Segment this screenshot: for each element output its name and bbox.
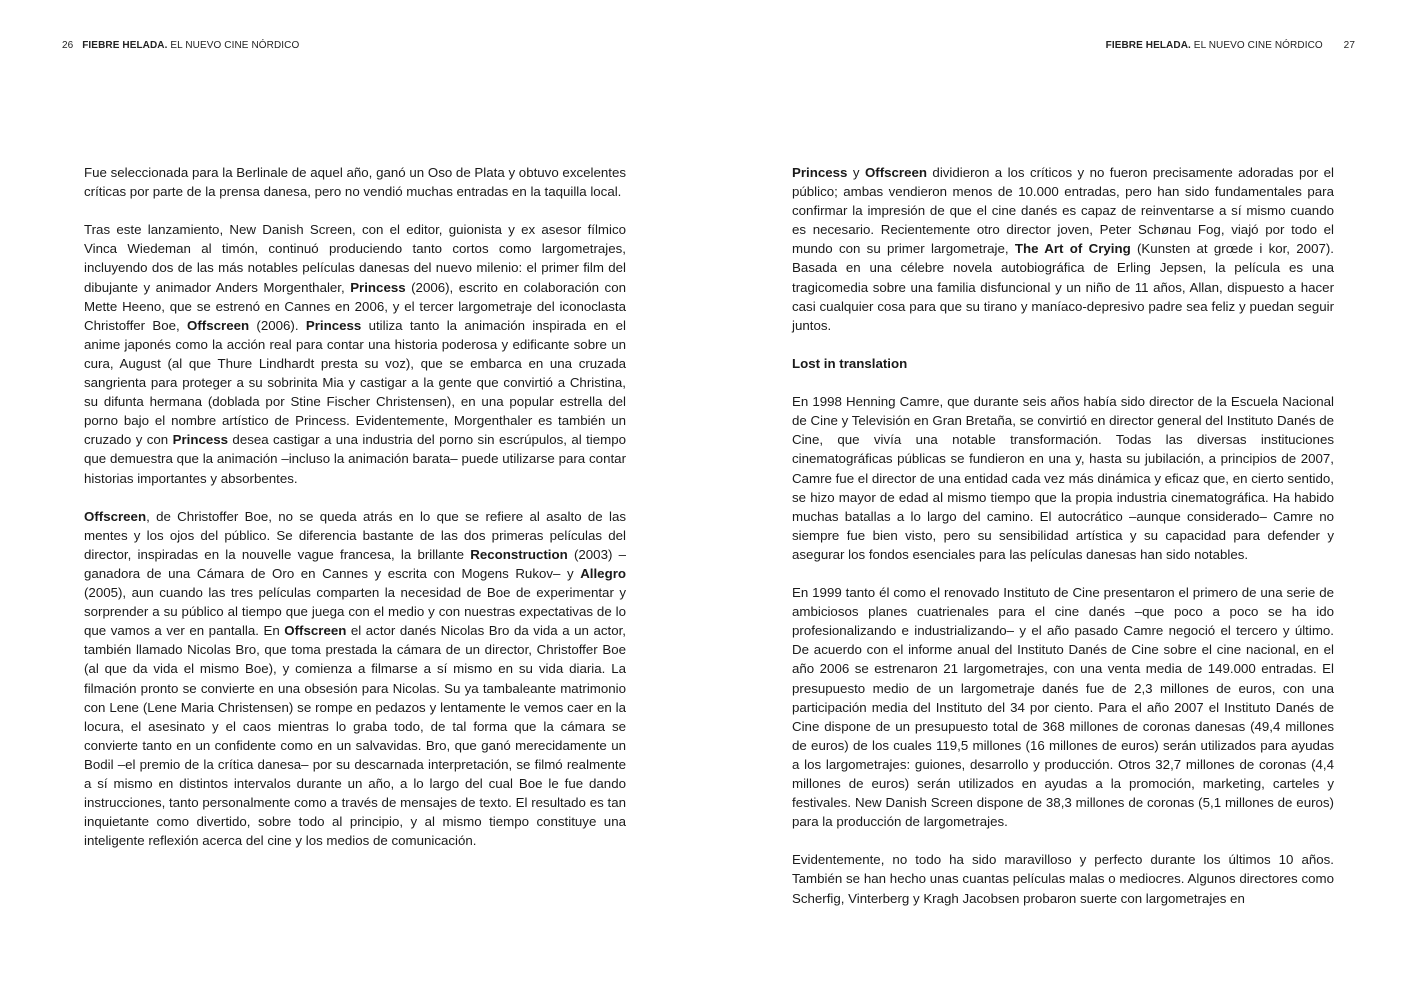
film-title: Offscreen xyxy=(84,508,147,524)
page-number: 26 xyxy=(62,40,74,51)
text-run: (2006). xyxy=(249,317,306,333)
film-title: The Art of Crying xyxy=(1014,241,1131,257)
film-title: Offscreen xyxy=(864,165,928,180)
paragraph xyxy=(792,163,1334,335)
paragraph xyxy=(792,583,1334,831)
body-text xyxy=(84,163,626,869)
text-run: (2005), aun cuando las tres películas comparten la necesidad de Boe de experimentar y sorprender a su público al tiempo que juega con el medio y con nuestras expectativas de lo que vamos a ver en pantalla. En xyxy=(84,585,626,639)
text-run: (2003) –ganadora de una Cámara de Oro en Cannes y escrita con Mogens Rukov– y xyxy=(84,546,626,581)
film-title: Princess xyxy=(172,432,229,448)
paragraph xyxy=(84,507,626,851)
section-heading: Lost in translation xyxy=(792,355,908,371)
running-head xyxy=(62,40,299,51)
film-title: Allegro xyxy=(580,565,626,581)
text-run: En 1998 Henning Camre, que durante seis años había sido director de la Escuela Nacional de Cine y Televisión en Gran Bretaña, se convirtió en director general del Instituto Danés de Cine, que vivía una notable transformación. Todas las diversas instituciones cinematográficas públicas se fundieron en una y, hasta su jubilación, a principios de 2007, Camre fue el director de una entidad cada vez más dinámica y eficaz que, en cierto sentido, se hizo mayor de edad al mismo tiempo que la propia industria cinematográfica. Ha habido muchas batallas a lo largo del camino. El autocrático –aunque considerado– Camre no siempre fue bien visto, pero su sensibilidad artística y su capacidad para defender y asegurar los fondos esenciales para las películas danesas han sido notables. xyxy=(792,394,1334,562)
film-title: Reconstruction xyxy=(470,546,568,562)
book-title: FIEBRE HELADA. xyxy=(82,40,168,51)
text-run: (Kunsten at grœde i kor, 2007). Basada en una célebre novela autobiográfica de Erling Jepsen, la película es una tragicomedia sobre una familia disfuncional y un niño de 11 años, Allan, dispuesto a hacer casi cualquier cosa para que su tirano y maníaco-depresivo padre sea feliz y puedan seguir juntos. xyxy=(792,241,1334,333)
text-run: dividieron a los críticos y no fueron precisamente adoradas por el público; ambas vendieron menos de 10.000 entradas, pero han sido fundamentales para confirmar la impresión de que el cine danés es capaz de reinventarse a sí mismo cuando es necesario. Recientemente otro director joven, Peter Schønau Fog, viajó por todo el mundo con su primer largometraje, xyxy=(792,165,1334,257)
text-run: , de Christoffer Boe, no se queda atrás en lo que se refiere al asalto de las mentes y los ojos del público. Se diferencia bastante de las dos primeras películas del director, inspiradas en la nouvelle vague francesa, la brillante xyxy=(84,508,626,562)
text-run: Fue seleccionada para la Berlinale de aquel año, ganó un Oso de Plata y obtuvo excelentes críticas por parte de la prensa danesa, pero no vendió muchas entradas en la taquilla local. xyxy=(84,165,626,200)
right-page xyxy=(708,0,1417,1000)
paragraph xyxy=(792,850,1334,907)
film-title: Offscreen xyxy=(284,623,347,639)
left-page xyxy=(0,0,708,1000)
text-run: desea castigar a una industria del porno sin escrúpulos, al tiempo que demuestra que la animación –incluso la animación barata– puede utilizarse para contar historias importantes y absorbentes. xyxy=(84,432,626,486)
text-run: y xyxy=(847,165,865,180)
text-run: (2006), escrito en colaboración con Mette Heeno, que se estrenó en Cannes en 2006, y el tercer largometraje del iconoclasta Christoffer Boe, xyxy=(84,279,626,333)
film-title: Offscreen xyxy=(187,317,250,333)
paragraph xyxy=(792,392,1334,564)
text-run: el actor danés Nicolas Bro da vida a un actor, también llamado Nicolas Bro, que toma prestada la cámara de un director, Christoffer Boe (al que da vida el mismo Boe), y comienza a filmarse a sí mismo en su vida diaria. La filmación pronto se convierte en una obsesión para Nicolas. Su ya tambaleante matrimonio con Lene (Lene Maria Christensen) se rompe en pedazos y lentamente le vemos caer en la locura, el asesinato y el caos mientras lo graba todo, de tal forma que la cámara se convierte tanto en un confidente como en un salvavidas. Bro, que ganó merecidamente un Bodil –el premio de la crítica danesa– por su descarnada interpretación, se filmó realmente a sí mismo en distintos intervalos durante un año, a lo largo del cual Boe le fue dando instrucciones, tanto personalmente como a través de mensajes de texto. El resultado es tan inquietante como divertido, sobre todo al principio, y al mismo tiempo constituye una inteligente reflexión acerca del cine y los medios de comunicación. xyxy=(84,623,627,849)
body-text xyxy=(792,163,1334,927)
running-head xyxy=(1106,40,1355,51)
text-run: utiliza tanto la animación inspirada en el anime japonés como la acción real para contar una historia poderosa y edificante sobre un cura, August (al que Thure Lindhardt presta su voz), que se embarca en una cruzada sangrienta para proteger a su sobrinita Mia y castigar a la gente que convirtió a Christina, su difunta hermana (doblada por Stine Fischer Christensen), en una popular estrella del porno bajo el nombre artístico de Princess. Evidentemente, Morgenthaler es también un cruzado y con xyxy=(84,317,626,448)
text-run: En 1999 tanto él como el renovado Instituto de Cine presentaron el primero de una serie de ambiciosos planes cuatrienales para el cine danés –que poco a poco se ha ido profesionalizando e industrializando– y el año pasado Camre negoció el tercero y último. De acuerdo con el informe anual del Instituto Danés de Cine sobre el cine nacional, en el año 2006 se estrenaron 21 largometrajes, con una venta media de 149.000 entradas. El presupuesto medio de un largometraje danés fue de 2,3 millones de euros, con una participación media del Instituto del 34 por ciento. Para el año 2007 el Instituto Danés de Cine dispone de un presupuesto total de 368 millones de coronas danesas (49,4 millones de euros) de los cuales 119,5 millones (16 millones de euros) serán utilizados para ayudas a los largometrajes: guiones, desarrollo y producción. Otros 32,7 millones de coronas (4,4 millones de euros) serán utilizados en ayudas a la promoción, marketing, carteles y festivales. New Danish Screen dispone de 38,3 millones de coronas (5,1 millones de euros) para la producción de largometrajes. xyxy=(792,585,1334,830)
paragraph xyxy=(84,220,626,487)
film-title: Princess xyxy=(305,317,362,333)
film-title: Princess xyxy=(792,165,848,180)
text-run: Evidentemente, no todo ha sido maravilloso y perfecto durante los últimos 10 años. También se han hecho unas cuantas películas malas o mediocres. Algunos directores como Scherfig, Vinterberg y Kragh Jacobsen probaron suerte con largometrajes en xyxy=(792,852,1334,906)
film-title: Princess xyxy=(350,279,406,295)
book-title: FIEBRE HELADA. xyxy=(1105,40,1191,51)
book-subtitle: EL NUEVO CINE NÓRDICO xyxy=(170,40,300,51)
page-number: 27 xyxy=(1343,40,1355,51)
text-run: Tras este lanzamiento, New Danish Screen, con el editor, guionista y ex asesor fílmico Vinca Wiedeman al timón, continuó produciendo tanto cortos como largometrajes, incluyendo dos de las más notables películas danesas del nuevo milenio: el primer film del dibujante y animador Anders Morgenthaler, xyxy=(84,222,626,295)
book-subtitle: EL NUEVO CINE NÓRDICO xyxy=(1193,40,1323,51)
paragraph xyxy=(84,163,626,201)
